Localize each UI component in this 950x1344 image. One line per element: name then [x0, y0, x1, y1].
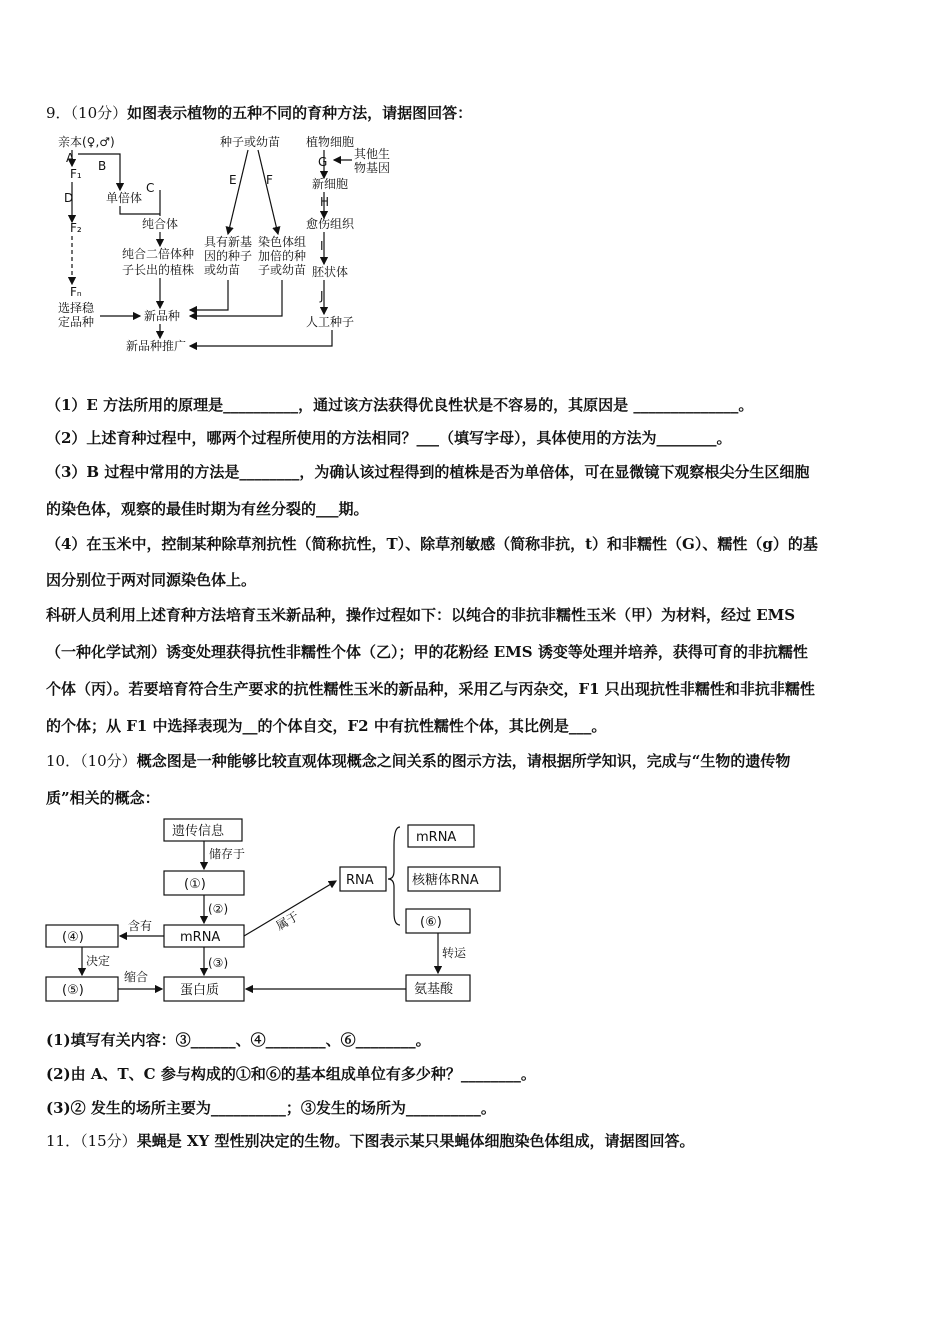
dg-new-cell: 新细胞	[312, 177, 349, 191]
q9-title: 如图表示植物的五种不同的育种方法，请据图回答：	[127, 104, 473, 122]
cm-box4: (④)	[62, 930, 84, 945]
dg-haploid: 单倍体	[106, 191, 143, 205]
dg-parent: 亲本(♀,♂)	[58, 135, 115, 149]
q10-title-line2: 质”相关的概念：	[46, 789, 160, 807]
q10-number: 10．（10分）	[46, 752, 137, 770]
dg-newgene-1: 具有新基	[204, 235, 253, 249]
q9-part4-line2: 因分别位于两对同源染色体上。	[46, 571, 257, 589]
dg-label-E: E	[229, 173, 237, 187]
cm-stored-in: 储存于	[209, 847, 246, 861]
cm-belongs: 属于	[273, 908, 302, 934]
dg-label-J: J	[320, 289, 324, 303]
q9-part3-line1: （3）B 过程中常用的方法是________，为确认该过程得到的植株是否为单倍体，可在显微镜下观察根尖分生区细胞	[46, 463, 810, 481]
dg-artificial-seed: 人工种子	[306, 315, 355, 329]
q11-number: 11．（15分）	[46, 1132, 137, 1150]
q9-part4-line1: （4）在玉米中，控制某种除草剂抗性（简称抗性，T）、除草剂敏感（简称非抗，t）和非糯性（G）、糯性（g）的基	[46, 535, 818, 553]
dg-embryoid: 胚状体	[312, 265, 349, 279]
q9-number: 9．（10分）	[46, 104, 128, 122]
q11-title: 果蝇是 XY 型性别决定的生物。下图表示某只果蝇体细胞染色体组成，请据图回答。	[136, 1132, 695, 1150]
q9-part2: （2）上述育种过程中，哪两个过程所使用的方法相同？___（填写字母），具体使用的方法为________。	[46, 429, 732, 447]
dg-label-D: D	[64, 191, 74, 205]
dg-promote: 新品种推广	[126, 339, 187, 353]
q9-part5-line2: （一种化学试剂）诱变处理获得抗性非糯性个体（乙）；甲的花粉经 EMS 诱变等处理并培养，获得可育的非抗糯性	[46, 643, 808, 661]
cm-transport: 转运	[442, 946, 467, 960]
cm-genetic-info: 遗传信息	[172, 824, 225, 839]
dg-pure-diploid-1: 纯合二倍体种	[122, 247, 195, 261]
dg-newgene-2: 因的种子	[204, 249, 253, 263]
dg-doubled-1: 染色体组	[258, 235, 307, 249]
cm-protein: 蛋白质	[180, 983, 220, 998]
q10-header	[46, 751, 790, 771]
q9-header	[46, 103, 472, 123]
dg-pure: 纯合体	[142, 217, 179, 231]
dg-doubled-2: 加倍的种	[258, 249, 307, 263]
q9-part1: （1）E 方法所用的原理是__________，通过该方法获得优良性状是不容易的，其原因是 ______________。	[46, 396, 754, 414]
genetic-material-concept-map	[44, 815, 514, 1007]
dg-seed: 种子或幼苗	[220, 135, 281, 149]
dg-label-G: G	[318, 155, 328, 169]
dg-label-C: C	[146, 181, 155, 195]
q10-part1: (1)填写有关内容：③______、④________、⑥________。	[46, 1031, 431, 1049]
dg-label-F: F	[266, 173, 273, 187]
cm-contains: 含有	[128, 919, 153, 933]
cm-box6: (⑥)	[420, 915, 442, 930]
cm-arrow2: (②)	[208, 902, 229, 916]
q10-title-line1: 概念图是一种能够比较直观体现概念之间关系的图示方法，请根据所学知识，完成与“生物的遗传物	[136, 752, 791, 770]
dg-select-1: 选择稳	[58, 301, 95, 315]
cm-rna: RNA	[346, 873, 374, 888]
q11-header	[46, 1131, 694, 1151]
dg-other-1: 其他生	[354, 147, 391, 161]
dg-f1: F₁	[70, 167, 82, 181]
cm-mrna: mRNA	[180, 930, 221, 945]
dg-label-A: A	[66, 151, 75, 165]
cm-fold: 缩合	[124, 970, 149, 984]
q9-part5-line3: 个体（丙）。若要培育符合生产要求的抗性糯性玉米的新品种，采用乙与丙杂交，F1 只出现抗性非糯性和非抗非糯性	[46, 680, 815, 698]
dg-callus: 愈伤组织	[306, 217, 355, 231]
q9-part5-line4: 的个体；从 F1 中选择表现为__的个体自交，F2 中有抗性糯性个体，其比例是___。	[46, 717, 607, 735]
dg-label-H: H	[320, 195, 330, 209]
cm-amino-acid: 氨基酸	[414, 982, 454, 997]
dg-fn: Fₙ	[70, 285, 82, 299]
q9-part5-line1: 科研人员利用上述育种方法培育玉米新品种，操作过程如下：以纯合的非抗非糯性玉米（甲）为材料，经过 EMS	[46, 606, 796, 624]
dg-label-I: I	[320, 239, 324, 253]
q10-part3: (3)② 发生的场所主要为__________；③发生的场所为__________。	[46, 1099, 496, 1117]
dg-doubled-3: 子或幼苗	[258, 263, 307, 277]
dg-new-variety: 新品种	[144, 309, 181, 323]
breeding-methods-diagram	[50, 130, 410, 360]
cm-rrna: 核糖体RNA	[412, 873, 479, 888]
q9-part3-line2: 的染色体，观察的最佳时期为有丝分裂的___期。	[46, 500, 369, 518]
cm-box1: (①)	[184, 877, 206, 892]
cm-box5: (⑤)	[62, 983, 84, 998]
dg-f2: F₂	[70, 221, 82, 235]
cm-arrow3: (③)	[208, 956, 229, 970]
dg-plant-cell: 植物细胞	[306, 135, 355, 149]
cm-mrna2: mRNA	[416, 830, 457, 845]
dg-newgene-3: 或幼苗	[204, 263, 241, 277]
dg-other-2: 物基因	[354, 161, 391, 175]
dg-pure-diploid-2: 子长出的植株	[122, 263, 195, 277]
dg-label-B: B	[98, 159, 107, 173]
dg-select-2: 定品种	[58, 315, 95, 329]
q10-part2: (2)由 A、T、C 参与构成的①和⑥的基本组成单位有多少种？________。	[46, 1065, 536, 1083]
cm-decides: 决定	[86, 954, 111, 968]
